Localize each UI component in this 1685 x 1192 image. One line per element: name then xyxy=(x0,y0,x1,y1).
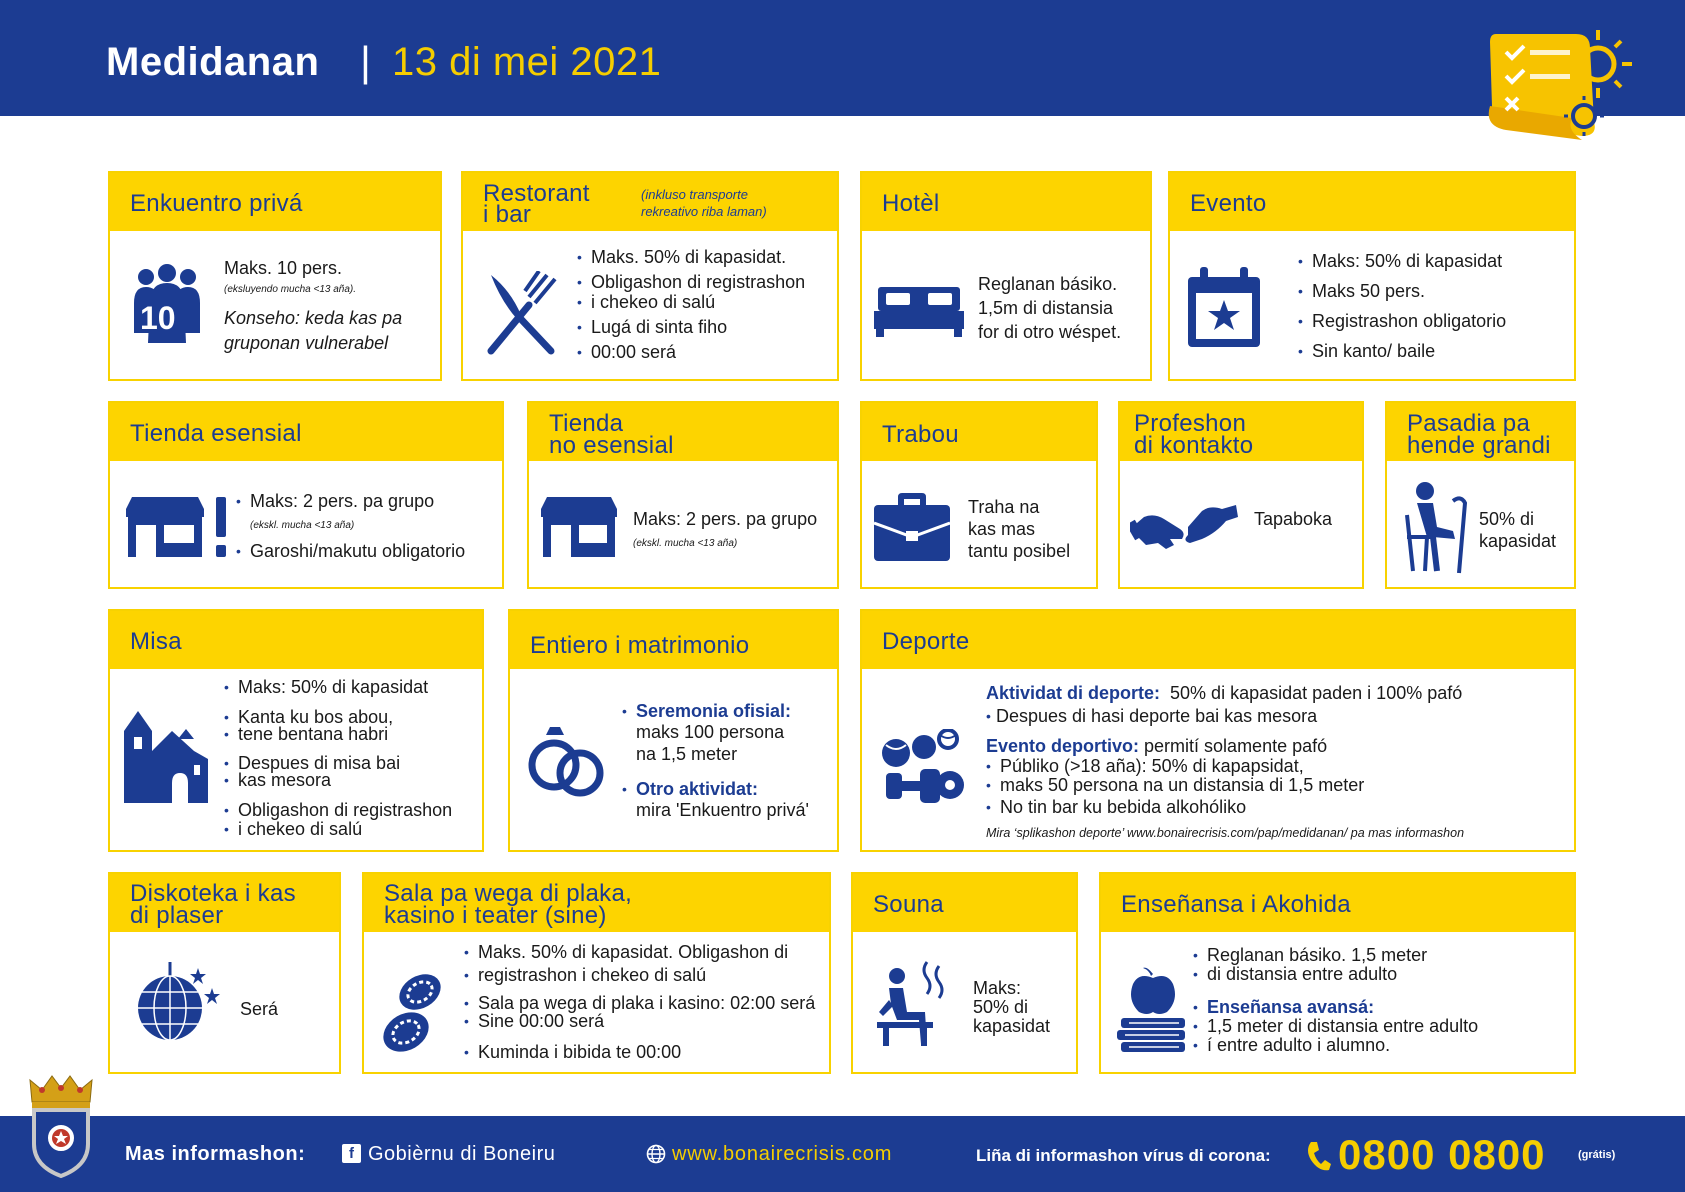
pasadia-line-1: 50% di xyxy=(1479,509,1535,529)
sauna-icon xyxy=(877,960,949,1048)
page-title: Medidanan xyxy=(106,40,320,84)
card-trabou xyxy=(860,401,1098,589)
profeshon-text: Tapaboka xyxy=(1254,509,1333,529)
card-header xyxy=(1120,403,1362,461)
list-item-continuation: • registrashon i chekeo di salú xyxy=(464,964,815,986)
hotel-line-3: for di otro wéspet. xyxy=(978,322,1122,342)
elderly-icon xyxy=(1403,481,1467,575)
globe-icon xyxy=(646,1144,666,1164)
bed-icon xyxy=(874,283,964,339)
other-activity-label: Otro aktividat: xyxy=(636,779,759,799)
entiero-rule-list-2 xyxy=(622,779,758,799)
tokens-icon xyxy=(380,964,446,1060)
sport-activity-text: 50% di kapasidat paden i 100% pafó xyxy=(1170,683,1463,703)
list-item xyxy=(1193,998,1478,1017)
card-title-line2: di kontakto xyxy=(1134,432,1254,459)
card-title: Hotèl xyxy=(882,190,940,217)
evento-rule-list xyxy=(1298,251,1506,361)
card-enkuentro-priva xyxy=(108,171,442,381)
phone-icon xyxy=(1305,1140,1331,1172)
list-item: • Maks: 2 pers. pa grupo xyxy=(236,491,434,511)
list-item-continuation: • i chekeo di salú xyxy=(224,820,452,839)
sala-rule-list xyxy=(464,940,815,1062)
card-header xyxy=(853,874,1076,932)
card-title-line1: Profeshon xyxy=(1134,410,1247,437)
card-tienda-esensial xyxy=(108,401,504,589)
apple-books-icon xyxy=(1117,964,1189,1052)
list-item-continuation: • 1,5 meter di distansia entre adulto xyxy=(1193,1017,1478,1036)
card-title: Deporte xyxy=(882,628,970,655)
header-bar xyxy=(0,0,1685,116)
card-title-line1: Tienda xyxy=(549,410,624,437)
list-item: • Obligashon di registrashon xyxy=(224,801,452,820)
list-item: • Maks. 50% di kapasidat. xyxy=(577,247,805,267)
list-item-continuation: • Sine 00:00 será xyxy=(464,1013,815,1030)
list-item: • Maks: 50% di kapasidat xyxy=(224,677,452,697)
calendar-star-icon xyxy=(1186,267,1262,349)
shop-alert-icon xyxy=(124,495,230,559)
more-info-label: Mas informashon: xyxy=(125,1143,306,1165)
card-header xyxy=(110,611,482,669)
card-header xyxy=(1101,874,1574,932)
card-header xyxy=(110,403,502,461)
ensenansa-list-1 xyxy=(1193,946,1427,984)
card-tienda-no-esensial xyxy=(527,401,839,589)
card-title-line1: Sala pa wega di plaka, xyxy=(384,880,633,907)
card-title-line2: hende grandi xyxy=(1407,432,1551,459)
card-title-line2: no esensial xyxy=(549,432,674,459)
sport-event-line xyxy=(986,736,1327,757)
group-icon-number: 10 xyxy=(140,300,176,336)
list-item: • Despues di misa bai xyxy=(224,755,452,772)
card-header xyxy=(862,173,1150,231)
card-entiero-matrimonio xyxy=(508,609,839,852)
tip-text-2: gruponan vulnerabel xyxy=(224,333,389,353)
ensenansa-list-2 xyxy=(1193,998,1478,1055)
trabou-line-2: kas mas xyxy=(968,519,1036,539)
list-item: • Sin kanto/ baile xyxy=(1298,341,1506,361)
card-title-line2: di plaser xyxy=(130,902,224,929)
card-evento xyxy=(1168,171,1576,381)
briefcase-icon xyxy=(874,493,950,561)
card-title-line2: i bar xyxy=(483,201,532,228)
hotline-label: Liña di informashon vírus di corona: xyxy=(976,1146,1271,1165)
tienda-no-text: Maks: 2 pers. pa grupo xyxy=(633,509,818,529)
max-persons-text: Maks. 10 pers. xyxy=(224,258,343,278)
card-title-line1: Restorant xyxy=(483,180,590,207)
card-header xyxy=(1387,403,1574,461)
card-title: Enkuentro privá xyxy=(130,190,303,217)
sport-activity-line xyxy=(986,683,1462,704)
card-title: Enseñansa i Akohida xyxy=(1121,891,1351,918)
list-item-continuation: • di distansia entre adulto xyxy=(1193,965,1427,984)
card-diskoteka xyxy=(108,872,341,1074)
list-item: • Públiko (>18 aña): 50% di kapapsidat, xyxy=(986,757,1364,776)
hotel-line-1: Reglanan básiko. xyxy=(978,274,1118,294)
hotline-number[interactable]: 0800 0800 xyxy=(1338,1131,1546,1178)
list-item: • No tin bar ku bebida alkohóliko xyxy=(986,797,1364,817)
facebook-icon[interactable]: f xyxy=(342,1144,361,1163)
other-activity-text: mira 'Enkuentro privá' xyxy=(636,800,809,820)
restorant-rule-list xyxy=(577,247,805,362)
exclusion-note: (eksluyendo mucha <13 aña). xyxy=(224,284,357,295)
card-profeshon xyxy=(1118,401,1364,589)
list-item-continuation: • maks 50 persona na un distansia di 1,5 meter xyxy=(986,776,1364,795)
facebook-link[interactable]: Gobièrnu di Boneiru xyxy=(368,1143,556,1165)
card-hotel xyxy=(860,171,1152,381)
entiero-rule-list xyxy=(622,701,791,721)
ceremony-label: Seremonia ofisial: xyxy=(636,701,792,721)
card-header xyxy=(529,403,837,461)
list-item: • Garoshi/makutu obligatorio xyxy=(236,541,465,561)
sport-footnote: Mira ‘splikashon deporte’ www.bonairecrisis.com/pap/medidanan/ pa mas informashon xyxy=(986,826,1465,840)
title-separator: | xyxy=(360,38,371,85)
sport-event-label: Evento deportivo: xyxy=(986,736,1140,756)
list-item: • Registrashon obligatorio xyxy=(1298,311,1506,331)
list-item: • Reglanan básiko. 1,5 meter xyxy=(1193,946,1427,965)
card-title: Tienda esensial xyxy=(130,420,302,447)
checklist-virus-icon xyxy=(1486,26,1634,144)
list-item: • Lugá di sinta fiho xyxy=(577,317,805,337)
pasadia-line-2: kapasidat xyxy=(1479,531,1557,551)
list-item: • Maks 50 pers. xyxy=(1298,281,1506,301)
disco-ball-icon xyxy=(136,962,222,1044)
card-pasadia xyxy=(1385,401,1576,589)
bonaire-coat-of-arms-icon xyxy=(26,1072,96,1180)
souna-line-1: Maks: xyxy=(973,978,1022,998)
misa-rule-list xyxy=(224,677,452,839)
card-deporte xyxy=(860,609,1576,852)
sport-activity-label: Aktividat di deporte: xyxy=(986,683,1161,703)
shop-icon xyxy=(539,495,619,559)
list-item: • Kuminda i bibida te 00:00 xyxy=(464,1042,815,1062)
tienda-esensial-rule-list xyxy=(236,491,434,511)
diskoteka-text: Será xyxy=(240,999,279,1019)
list-item: • Maks: 50% di kapasidat xyxy=(1298,251,1506,271)
card-title: Souna xyxy=(873,891,944,918)
list-item: • Maks. 50% di kapasidat. Obligashon di xyxy=(464,940,815,964)
card-restorant-bar xyxy=(461,171,839,381)
card-header xyxy=(110,173,440,231)
hotline-free-note: (grátis) xyxy=(1578,1149,1616,1161)
card-note-line2: rekreativo riba laman) xyxy=(641,204,767,219)
card-title: Misa xyxy=(130,628,182,655)
footer-bar xyxy=(0,1116,1685,1192)
church-icon xyxy=(124,711,208,803)
card-header xyxy=(862,611,1574,669)
card-title: Evento xyxy=(1190,190,1267,217)
list-item: • Despues di hasi deporte bai kas mesora xyxy=(986,706,1317,726)
list-item: • 00:00 será xyxy=(577,342,805,362)
tip-text-1: Konseho: keda kas pa xyxy=(224,308,403,328)
deporte-list-1 xyxy=(986,706,1317,726)
tienda-no-note: (ekskl. mucha <13 aña) xyxy=(633,538,738,549)
rings-icon xyxy=(528,727,608,799)
ceremony-text-2: na 1,5 meter xyxy=(636,744,738,764)
card-header xyxy=(1170,173,1574,231)
souna-line-2: 50% di xyxy=(973,997,1029,1017)
sport-event-text: permití solamente pafó xyxy=(1144,736,1328,756)
card-misa xyxy=(108,609,484,852)
sports-icon xyxy=(880,729,966,811)
card-title-line2: kasino i teater (sine) xyxy=(384,902,607,929)
card-sala-kasino xyxy=(362,872,831,1074)
card-note-line1: (inkluso transporte xyxy=(641,187,748,202)
trabou-line-3: tantu posibel xyxy=(968,541,1071,561)
deporte-list-2 xyxy=(986,757,1364,817)
card-souna xyxy=(851,872,1078,1074)
advanced-education-label: Enseñansa avansá: xyxy=(1207,997,1375,1017)
card-title-line1: Pasadia pa xyxy=(1407,410,1531,437)
card-header xyxy=(862,403,1096,461)
card-title: Entiero i matrimonio xyxy=(530,632,750,659)
tienda-esensial-rule-list-2 xyxy=(236,541,465,561)
list-item xyxy=(622,779,758,799)
trabou-line-1: Traha na xyxy=(968,497,1040,517)
handshake-icon xyxy=(1130,499,1238,557)
list-item: • Kanta ku bos abou, xyxy=(224,709,452,726)
item-note: (ekskl. mucha <13 aña) xyxy=(250,520,355,531)
card-header xyxy=(364,874,829,932)
list-item-continuation: • tene bentana habri xyxy=(224,726,452,743)
souna-line-3: kapasidat xyxy=(973,1016,1051,1036)
card-header xyxy=(510,611,837,669)
card-title-line1: Diskoteka i kas xyxy=(130,880,296,907)
list-item-continuation: • í entre adulto i alumno. xyxy=(1193,1036,1478,1055)
list-item-continuation: • kas mesora xyxy=(224,772,452,789)
card-header xyxy=(110,874,339,932)
hotel-line-2: 1,5m di distansia xyxy=(978,298,1114,318)
cutlery-icon xyxy=(481,271,561,355)
list-item xyxy=(622,701,791,721)
card-title: Trabou xyxy=(882,421,959,448)
list-item: • Obligashon di registrashon xyxy=(577,272,805,292)
list-item: • Sala pa wega di plaka i kasino: 02:00 será xyxy=(464,994,815,1013)
card-header xyxy=(463,173,837,231)
page-date: 13 di mei 2021 xyxy=(392,40,662,84)
ceremony-text-1: maks 100 persona xyxy=(636,722,785,742)
list-item-continuation: • i chekeo di salú xyxy=(577,292,805,312)
website-link[interactable]: www.bonairecrisis.com xyxy=(672,1143,893,1165)
card-ensenansa xyxy=(1099,872,1576,1074)
